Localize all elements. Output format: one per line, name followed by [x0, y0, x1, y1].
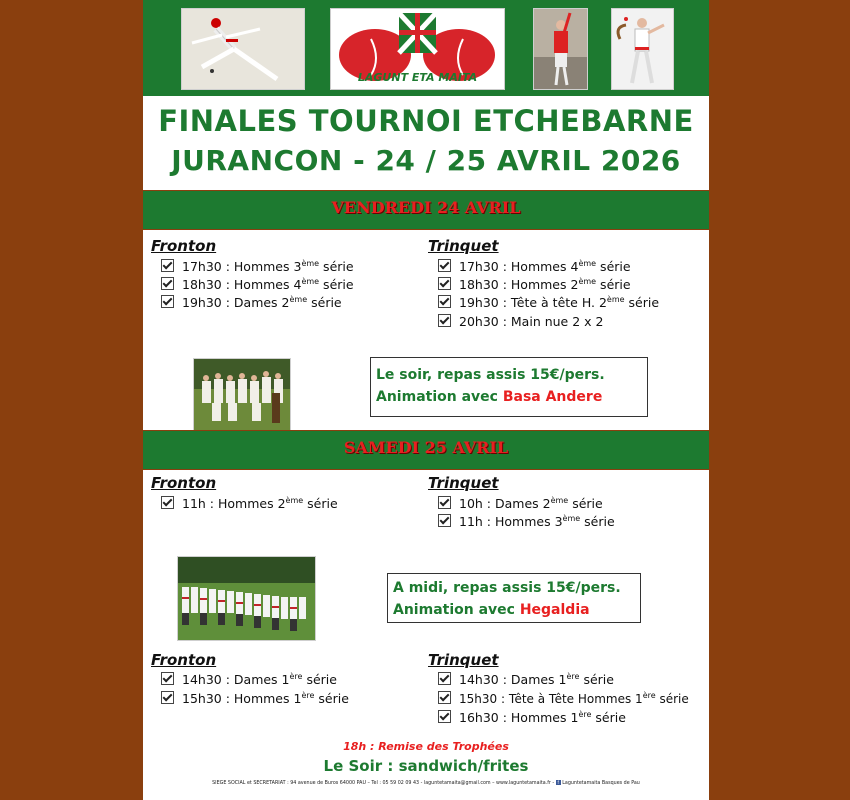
- list-item: 15h30 : Tête à Tête Hommes 1ère série: [438, 691, 689, 706]
- saturday-label: SAMEDI 25 AVRIL: [343, 438, 509, 457]
- list-item: 15h30 : Hommes 1ère série: [161, 691, 349, 706]
- player-photo-right: [611, 8, 674, 90]
- poster: [143, 0, 709, 800]
- band-name: Basa Andere: [502, 389, 603, 405]
- group-photo-hegaldia: [177, 556, 316, 641]
- evening-food-line: Le Soir : sandwich/frites: [323, 757, 529, 775]
- checkbox-icon: [161, 277, 174, 290]
- saturday-trinquet-heading: Trinquet: [428, 474, 499, 492]
- evening-meal-line: Le soir, repas assis 15€/pers.: [376, 367, 605, 383]
- checkbox-icon: [438, 295, 451, 308]
- list-item: 11h : Hommes 3ème série: [438, 514, 615, 529]
- event-subtitle: JURANCON - 24 / 25 AVRIL 2026: [171, 144, 681, 177]
- afternoon-fronton-heading: Fronton: [151, 651, 217, 669]
- list-item: 14h30 : Dames 1ère série: [438, 672, 614, 687]
- checkbox-icon: [438, 710, 451, 723]
- checkbox-icon: [438, 496, 451, 509]
- player-photo-left: [181, 8, 305, 90]
- list-item: 18h30 : Hommes 4ème série: [161, 277, 354, 292]
- facebook-icon: f: [557, 780, 559, 785]
- footer-contact: SIEGE SOCIAL et SECRETARIAT : 94 avenue de Buros 64000 PAU – Tel : 05 59 02 09 43 - laguntetamaita@gmail.com – www.laguntetamaita.fr - f Laguntetamaita Basques de Pau: [212, 780, 640, 786]
- list-item: 18h30 : Hommes 2ème série: [438, 277, 631, 292]
- noon-meal-line: A midi, repas assis 15€/pers.: [393, 580, 621, 596]
- checkbox-icon: [161, 672, 174, 685]
- list-item: 20h30 : Main nue 2 x 2: [438, 314, 603, 329]
- friday-label: VENDREDI 24 AVRIL: [331, 198, 521, 217]
- checkbox-icon: [438, 672, 451, 685]
- checkbox-icon: [438, 691, 451, 704]
- saturday-fronton-heading: Fronton: [151, 474, 217, 492]
- event-title: FINALES TOURNOI ETCHEBARNE: [158, 104, 694, 138]
- list-item: 19h30 : Dames 2ème série: [161, 295, 342, 310]
- checkbox-icon: [161, 496, 174, 509]
- logo-text: LAGUNT ETA MAITA: [357, 71, 478, 84]
- band-name: Hegaldia: [519, 602, 590, 618]
- list-item: 14h30 : Dames 1ère série: [161, 672, 337, 687]
- list-item: 11h : Hommes 2ème série: [161, 496, 338, 511]
- friday-trinquet-heading: Trinquet: [428, 237, 499, 255]
- list-item: 19h30 : Tête à tête H. 2ème série: [438, 295, 659, 310]
- checkbox-icon: [161, 259, 174, 272]
- list-item: 10h : Dames 2ème série: [438, 496, 603, 511]
- player-photo-middle: [533, 8, 588, 90]
- checkbox-icon: [438, 277, 451, 290]
- club-logo: [330, 8, 505, 90]
- checkbox-icon: [438, 259, 451, 272]
- list-item: 16h30 : Hommes 1ère série: [438, 710, 626, 725]
- saturday-noon-box: [387, 573, 641, 623]
- list-item: 17h30 : Hommes 3ème série: [161, 259, 354, 274]
- checkbox-icon: [161, 691, 174, 704]
- evening-animation-line: Animation avec Basa Andere: [376, 389, 603, 405]
- trophies-line: 18h : Remise des Trophées: [343, 740, 509, 753]
- noon-animation-line: Animation avec Hegaldia: [393, 602, 590, 618]
- checkbox-icon: [438, 514, 451, 527]
- checkbox-icon: [161, 295, 174, 308]
- friday-evening-box: [370, 357, 648, 417]
- friday-fronton-heading: Fronton: [151, 237, 217, 255]
- afternoon-trinquet-heading: Trinquet: [428, 651, 499, 669]
- list-item: 17h30 : Hommes 4ème série: [438, 259, 631, 274]
- checkbox-icon: [438, 314, 451, 327]
